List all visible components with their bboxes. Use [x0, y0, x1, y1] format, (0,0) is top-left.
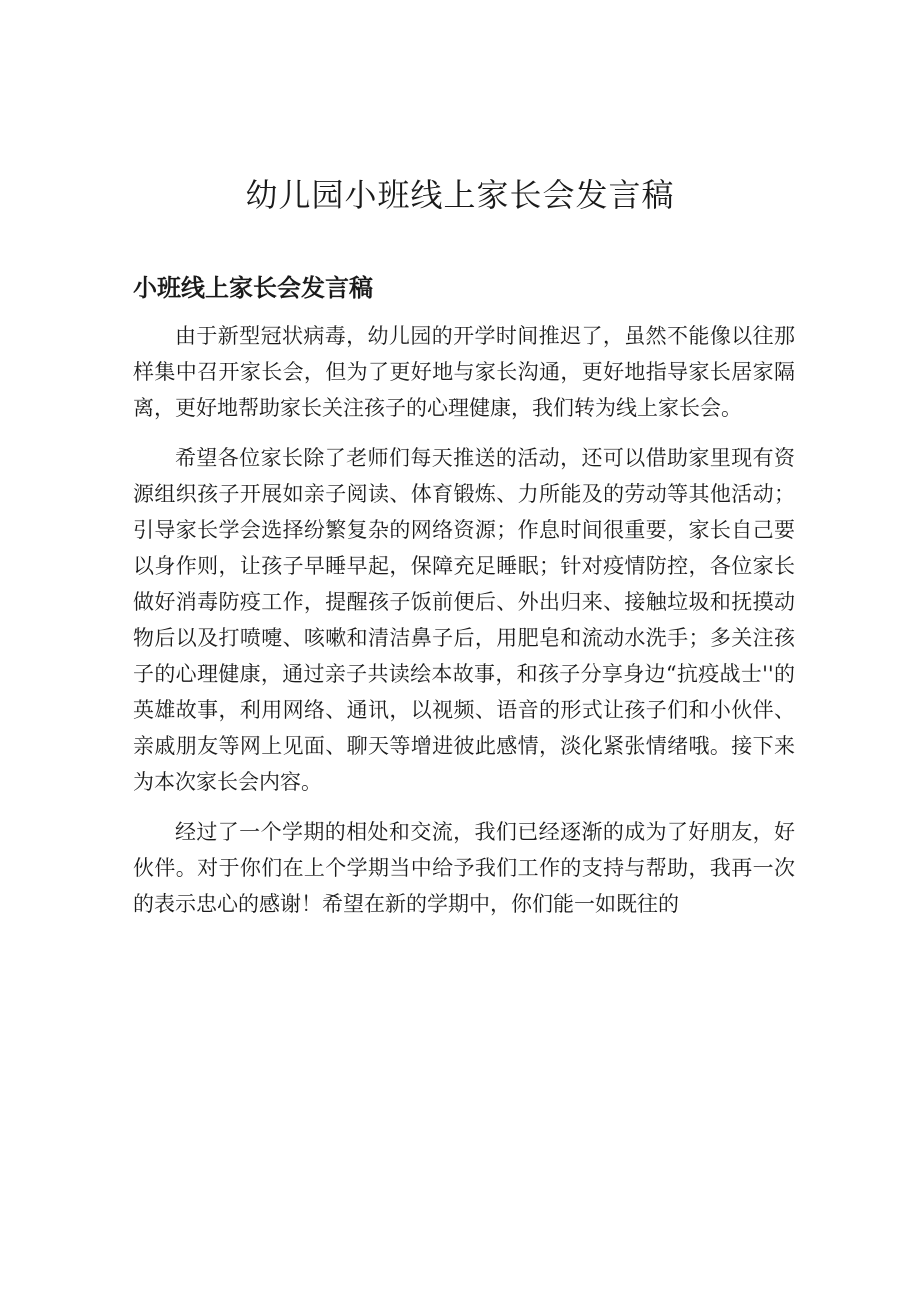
document-body — [133, 318, 795, 936]
document-title: 幼儿园小班线上家长会发言稿 — [245, 176, 675, 214]
paragraph-3: 经过了一个学期的相处和交流，我们已经逐渐的成为了好朋友，好伙伴。对于你们在上个学期当中给予我们工作的支持与帮助，我再一次的表示忠心的感谢！希望在新的学期中，你们能一如既往的 — [133, 820, 795, 916]
paragraph-1: 由于新型冠状病毒，幼儿园的开学时间推迟了，虽然不能像以往那样集中召开家长会，但为了更好地与家长沟通，更好地指导家长居家隔离，更好地帮助家长关注孩子的心理健康，我们转为线上家长会。 — [133, 324, 795, 420]
paragraph-2: 希望各位家长除了老师们每天推送的活动，还可以借助家里现有资源组织孩子开展如亲子阅读、体育锻炼、力所能及的劳动等其他活动；引导家长学会选择纷繁复杂的网络资源；作息时间很重要，家长自己要以身作则，让孩子早睡早起，保障充足睡眠；针对疫情防控，各位家长做好消毒防疫工作，提醒孩子饭前便后、外出归来、接触垃圾和抚摸动物后以及打喷嚏、咳嗽和清洁鼻子后，用肥皂和流动水洗手；多关注孩子的心理健康，通过亲子共读绘本故事，和孩子分享身边“抗疫战士''的英雄故事，利用网络、通讯，以视频、语音的形式让孩子们和小伙伴、亲戚朋友等网上见面、聊天等增进彼此感情，淡化紧张情绪哦。接下来为本次家长会内容。 — [133, 446, 795, 794]
section-heading: 小班线上家长会发言稿 — [133, 274, 373, 302]
